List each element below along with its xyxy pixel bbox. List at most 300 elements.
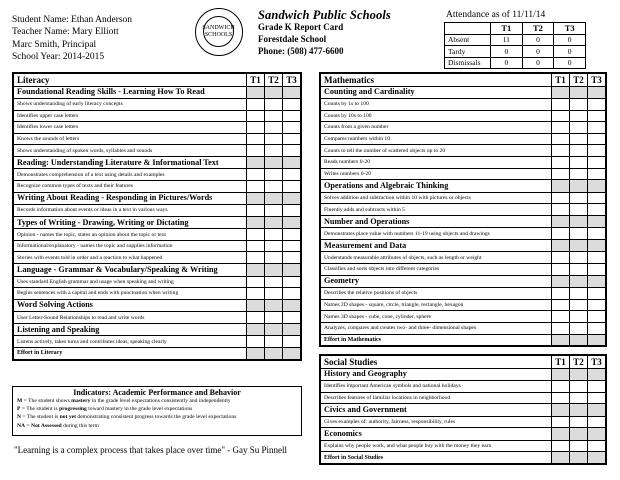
standard-label: Effort in Mathematics <box>321 334 552 346</box>
section-title: Social Studies <box>321 356 552 369</box>
term-header: T2 <box>570 74 588 87</box>
grade-cell <box>247 347 265 359</box>
grade-cell <box>570 86 588 99</box>
literacy-panel <box>12 72 302 361</box>
subsection-row <box>321 404 606 417</box>
grade-cell <box>570 110 588 122</box>
grade-cell <box>570 288 588 300</box>
grade-cell <box>570 192 588 204</box>
standard-label: Demonstrates comprehension of a text using details and examples <box>14 169 247 181</box>
standard-label: Analyzes, compares and creates two- and three- dimensional shapes <box>321 322 552 334</box>
subsection-row <box>14 264 301 277</box>
subsection-row <box>14 156 301 169</box>
attendance-header: T1 <box>491 23 523 35</box>
grade-cell <box>247 229 265 241</box>
grade-cell <box>570 311 588 323</box>
indicator-text: = <box>25 422 32 429</box>
grade-cell <box>552 99 570 111</box>
grade-cell <box>570 122 588 134</box>
grade-cell <box>247 133 265 145</box>
subsection-row <box>14 86 301 99</box>
indicator-line <box>17 422 297 430</box>
grade-cell <box>552 204 570 216</box>
standard-label: Classifies and sorts objects into different categories <box>321 264 552 276</box>
grade-cell <box>570 180 588 193</box>
grade-cell <box>552 416 570 428</box>
subsection-title: Number and Operations <box>321 215 552 228</box>
standard-row <box>321 440 606 452</box>
grade-cell <box>588 215 606 228</box>
subsection-title: Civics and Government <box>321 404 552 417</box>
teacher-name: Teacher Name: Mary Elliott <box>12 27 119 38</box>
grade-cell <box>588 299 606 311</box>
grade-cell <box>570 264 588 276</box>
standard-row <box>321 392 606 404</box>
standard-row <box>14 133 301 145</box>
grade-cell <box>265 252 283 264</box>
standard-row <box>321 264 606 276</box>
grade-cell <box>570 381 588 393</box>
grade-cell <box>552 275 570 288</box>
indicator-emphasis: progressing <box>59 406 87 413</box>
standard-row <box>14 99 301 111</box>
grade-cell <box>588 168 606 180</box>
standard-row <box>321 204 606 216</box>
subsection-row <box>321 368 606 381</box>
grade-cell <box>283 156 301 169</box>
indicator-text: during this term <box>61 422 99 429</box>
grade-cell <box>588 275 606 288</box>
indicator-emphasis: Not Assessed <box>31 422 62 429</box>
grade-cell <box>283 312 301 324</box>
term-header: T3 <box>283 74 301 87</box>
grade-cell <box>588 180 606 193</box>
standard-label: Compares numbers within 10 <box>321 133 552 145</box>
grade-cell <box>283 216 301 229</box>
grade-cell <box>588 322 606 334</box>
attendance-label: Absent <box>445 34 491 46</box>
grade-cell <box>265 99 283 111</box>
grade-cell <box>588 416 606 428</box>
standard-row <box>14 169 301 181</box>
subsection-title: Writing About Reading - Responding in Pictures/Words <box>14 192 247 205</box>
grade-cell <box>552 440 570 452</box>
standard-label: Understands measurable attributes of objects, such as length or weight <box>321 252 552 264</box>
standard-label: Opinion - names the topic, states an opinion about the topic or text <box>14 229 247 241</box>
subsection-row <box>321 86 606 99</box>
subsection-title: Listening and Speaking <box>14 323 247 336</box>
grade-cell <box>570 215 588 228</box>
grade-cell <box>570 428 588 441</box>
attendance-value: 0 <box>554 46 586 58</box>
grade-cell <box>265 110 283 122</box>
subsection-row <box>14 299 301 312</box>
standard-label: Identifies upper case letters <box>14 110 247 122</box>
grade-cell <box>552 428 570 441</box>
grade-cell <box>552 288 570 300</box>
grade-cell <box>552 392 570 404</box>
grade-cell <box>247 264 265 277</box>
grade-cell <box>552 252 570 264</box>
indicators-lines <box>17 397 297 430</box>
grade-cell <box>247 122 265 134</box>
quote: "Learning is a complex process that takes place over time" - Gay Su Pinnell <box>14 445 288 455</box>
term-header: T1 <box>552 356 570 369</box>
section-title: Literacy <box>14 74 247 87</box>
grade-cell <box>265 323 283 336</box>
grade-cell <box>283 205 301 217</box>
subsection-title: Types of Writing - Drawing, Writing or Dictating <box>14 216 247 229</box>
grade-cell <box>247 252 265 264</box>
indicator-text: toward mastery in the grade level expectations <box>86 406 193 413</box>
indicator-line <box>17 397 297 405</box>
grade-cell <box>265 145 283 157</box>
grade-cell <box>588 86 606 99</box>
indicator-emphasis: not yet <box>59 414 76 421</box>
standard-row <box>321 110 606 122</box>
grade-cell <box>588 192 606 204</box>
section-title: Mathematics <box>321 74 552 87</box>
standard-row <box>14 145 301 157</box>
standard-row <box>321 122 606 134</box>
grade-cell <box>265 169 283 181</box>
standard-row <box>14 240 301 252</box>
grade-cell <box>283 336 301 348</box>
grade-cell <box>588 204 606 216</box>
report-card-title: Grade K Report Card <box>258 22 344 32</box>
grade-cell <box>265 240 283 252</box>
subsection-row <box>321 180 606 193</box>
standard-row <box>14 336 301 348</box>
attendance-panel <box>444 10 586 69</box>
subsection-row <box>14 192 301 205</box>
seal-text: SANDWICH SCHOOLS <box>202 24 235 38</box>
grade-cell <box>247 181 265 193</box>
grade-cell <box>265 264 283 277</box>
standard-label: Solves addition and subtraction within 10 with pictures or objects <box>321 192 552 204</box>
grade-cell <box>283 229 301 241</box>
indicator-key: NA <box>17 422 26 429</box>
subsection-title: Economics <box>321 428 552 441</box>
standard-label: Shows understanding of early literacy concepts <box>14 99 247 111</box>
grade-cell <box>552 215 570 228</box>
grade-cell <box>247 99 265 111</box>
grade-cell <box>588 392 606 404</box>
grade-cell <box>283 110 301 122</box>
grade-cell <box>247 205 265 217</box>
student-info <box>12 14 132 64</box>
grade-cell <box>247 312 265 324</box>
student-name: Student Name: Ethan Anderson <box>12 15 133 25</box>
social-studies-table <box>320 355 606 464</box>
grade-cell <box>570 334 588 346</box>
grade-cell <box>570 168 588 180</box>
grade-cell <box>588 440 606 452</box>
grade-cell <box>283 347 301 359</box>
grade-cell <box>570 452 588 464</box>
standard-row <box>321 168 606 180</box>
attendance-table <box>444 22 586 69</box>
grade-cell <box>570 404 588 417</box>
grade-cell <box>283 276 301 288</box>
literacy-table <box>13 73 301 360</box>
grade-cell <box>570 239 588 252</box>
indicator-text: demonstrating consistent progress towards the grade level expectations <box>76 414 237 421</box>
grade-cell <box>265 312 283 324</box>
school-name: Forestdale School <box>258 34 327 44</box>
standard-label: Gives examples of: authority, fairness, responsibility, rules <box>321 416 552 428</box>
standard-label: Names 2D shapes - square, circle, triangle, rectangle, hexagon <box>321 299 552 311</box>
standard-row <box>321 416 606 428</box>
grade-cell <box>588 311 606 323</box>
effort-row <box>321 452 606 464</box>
subsection-row <box>321 275 606 288</box>
grade-cell <box>552 180 570 193</box>
grade-cell <box>247 156 265 169</box>
social-studies-panel <box>319 354 607 465</box>
indicator-text: in the grade level expectations consistently and independently <box>90 398 231 404</box>
standard-row <box>14 181 301 193</box>
grade-cell <box>588 99 606 111</box>
grade-cell <box>247 169 265 181</box>
grade-cell <box>247 86 265 99</box>
grade-cell <box>265 205 283 217</box>
grade-cell <box>570 299 588 311</box>
indicator-key: M <box>17 398 23 404</box>
grade-cell <box>588 228 606 240</box>
grade-cell <box>247 216 265 229</box>
subsection-title: Measurement and Data <box>321 239 552 252</box>
term-header: T3 <box>588 74 606 87</box>
standard-row <box>321 156 606 168</box>
attendance-label: Dismissals <box>445 57 491 69</box>
standard-label: Begins sentences with a capital and ends with punctuation when writing <box>14 288 247 300</box>
standard-label: Explains why people work, and what people buy with the money they earn <box>321 440 552 452</box>
standard-label: Shows understanding of spoken words, syllables and sounds <box>14 145 247 157</box>
math-panel <box>319 72 607 347</box>
district-name: Sandwich Public Schools <box>258 8 391 22</box>
grade-cell <box>588 404 606 417</box>
grade-cell <box>570 392 588 404</box>
term-header: T2 <box>570 356 588 369</box>
grade-cell <box>265 336 283 348</box>
standard-row <box>321 228 606 240</box>
grade-cell <box>570 99 588 111</box>
standard-row <box>14 229 301 241</box>
indicator-emphasis: mastery <box>71 398 91 404</box>
grade-cell <box>283 181 301 193</box>
standard-label: Informational/explanatory - names the topic and supplies information <box>14 240 247 252</box>
attendance-header: T3 <box>554 23 586 35</box>
standard-row <box>321 299 606 311</box>
grade-cell <box>570 156 588 168</box>
grade-cell <box>247 299 265 312</box>
standard-label: User Letter-Sound Relationships to read and write words <box>14 312 247 324</box>
grade-cell <box>552 228 570 240</box>
school-seal-logo <box>195 8 243 56</box>
grade-cell <box>588 110 606 122</box>
grade-cell <box>570 133 588 145</box>
grade-cell <box>588 452 606 464</box>
standard-row <box>14 276 301 288</box>
standard-label: Records information about events or ideas in a text in various ways <box>14 205 247 217</box>
indicator-text: = The student shows <box>22 398 72 404</box>
standard-row <box>14 252 301 264</box>
grade-cell <box>283 323 301 336</box>
subsection-row <box>14 323 301 336</box>
standard-label: Reads numbers 0-20 <box>321 156 552 168</box>
standard-label: Identifies important American symbols and national holidays <box>321 381 552 393</box>
grade-cell <box>588 368 606 381</box>
standard-row <box>14 312 301 324</box>
grade-cell <box>283 192 301 205</box>
grade-cell <box>588 264 606 276</box>
grade-cell <box>552 168 570 180</box>
grade-cell <box>265 156 283 169</box>
grade-cell <box>552 86 570 99</box>
attendance-row <box>445 46 586 58</box>
attendance-header: T2 <box>522 23 554 35</box>
grade-cell <box>283 133 301 145</box>
grade-cell <box>265 229 283 241</box>
grade-cell <box>265 299 283 312</box>
standard-label: Counts to tell the number of scattered objects up to 20 <box>321 145 552 157</box>
grade-cell <box>283 122 301 134</box>
grade-cell <box>247 276 265 288</box>
subsection-row <box>321 428 606 441</box>
term-header: T1 <box>552 74 570 87</box>
grade-cell <box>570 322 588 334</box>
subsection-title: History and Geography <box>321 368 552 381</box>
math-table <box>320 73 606 346</box>
grade-cell <box>588 239 606 252</box>
attendance-caption: Attendance as of 11/11/14 <box>446 10 546 20</box>
effort-row <box>321 334 606 346</box>
grade-cell <box>247 240 265 252</box>
subsection-title: Reading: Understanding Literature & Informational Text <box>14 156 247 169</box>
indicator-text: = The student is <box>20 406 60 413</box>
grade-cell <box>570 252 588 264</box>
grade-cell <box>552 334 570 346</box>
grade-cell <box>283 99 301 111</box>
grade-cell <box>570 275 588 288</box>
grade-cell <box>588 122 606 134</box>
grade-cell <box>283 299 301 312</box>
grade-cell <box>552 156 570 168</box>
grade-cell <box>283 264 301 277</box>
attendance-value: 0 <box>554 57 586 69</box>
subsection-row <box>321 215 606 228</box>
grade-cell <box>283 145 301 157</box>
grade-cell <box>570 368 588 381</box>
subsection-title: Counting and Cardinality <box>321 86 552 99</box>
effort-row <box>14 347 301 359</box>
grade-cell <box>265 133 283 145</box>
grade-cell <box>552 322 570 334</box>
grade-cell <box>588 288 606 300</box>
attendance-value: 0 <box>522 46 554 58</box>
grade-cell <box>552 368 570 381</box>
standard-row <box>321 311 606 323</box>
grade-cell <box>552 110 570 122</box>
grade-cell <box>265 181 283 193</box>
standard-label: Effort in Literacy <box>14 347 247 359</box>
indicator-key: N <box>17 414 22 421</box>
standard-label: Uses standard English grammar and usage when speaking and writing <box>14 276 247 288</box>
grade-cell <box>247 336 265 348</box>
subsection-row <box>321 239 606 252</box>
grade-cell <box>552 145 570 157</box>
grade-cell <box>588 133 606 145</box>
grade-cell <box>265 216 283 229</box>
grade-cell <box>588 156 606 168</box>
standard-row <box>14 110 301 122</box>
grade-cell <box>552 299 570 311</box>
grade-cell <box>570 440 588 452</box>
subsection-row <box>14 216 301 229</box>
attendance-value: 0 <box>491 57 523 69</box>
indicator-key: P <box>17 406 21 413</box>
grade-cell <box>283 240 301 252</box>
standard-label: Describes the relative positions of objects <box>321 288 552 300</box>
attendance-value: 0 <box>522 57 554 69</box>
standard-label: Stories with events told in order and a reaction to what happened <box>14 252 247 264</box>
standard-label: Counts by 10s to 100 <box>321 110 552 122</box>
grade-cell <box>552 192 570 204</box>
standard-row <box>14 122 301 134</box>
grade-cell <box>265 192 283 205</box>
grade-cell <box>265 276 283 288</box>
grade-cell <box>265 347 283 359</box>
grade-cell <box>552 133 570 145</box>
standard-label: Knows the sounds of letters <box>14 133 247 145</box>
indicators-legend <box>12 386 302 436</box>
indicator-line <box>17 405 297 413</box>
grade-cell <box>247 145 265 157</box>
grade-cell <box>247 288 265 300</box>
indicator-text: = The student is <box>21 414 60 421</box>
grade-cell <box>552 239 570 252</box>
standard-row <box>321 322 606 334</box>
grade-cell <box>283 86 301 99</box>
standard-row <box>321 288 606 300</box>
attendance-value: 0 <box>522 34 554 46</box>
grade-cell <box>265 288 283 300</box>
attendance-corner <box>445 23 491 35</box>
standard-row <box>321 381 606 393</box>
grade-cell <box>588 428 606 441</box>
grade-cell <box>552 311 570 323</box>
standard-row <box>14 288 301 300</box>
grade-cell <box>570 416 588 428</box>
standard-label: Recognize common types of texts and their features <box>14 181 247 193</box>
grade-cell <box>552 404 570 417</box>
attendance-value: 0 <box>491 46 523 58</box>
standard-label: Fluently adds and subtracts within 5 <box>321 204 552 216</box>
grade-cell <box>588 252 606 264</box>
school-phone: Phone: (508) 477-6600 <box>258 46 344 56</box>
subsection-title: Foundational Reading Skills - Learning How To Read <box>14 86 247 99</box>
standard-label: Demonstrates place value with numbers 11-19 using objects and drawings <box>321 228 552 240</box>
grade-cell <box>588 381 606 393</box>
grade-cell <box>552 452 570 464</box>
term-header: T3 <box>588 356 606 369</box>
standard-label: Describes features of familiar locations in neighborhood <box>321 392 552 404</box>
standard-label: Identifies lower case letters <box>14 122 247 134</box>
term-header: T1 <box>247 74 265 87</box>
grade-cell <box>570 228 588 240</box>
grade-cell <box>247 192 265 205</box>
